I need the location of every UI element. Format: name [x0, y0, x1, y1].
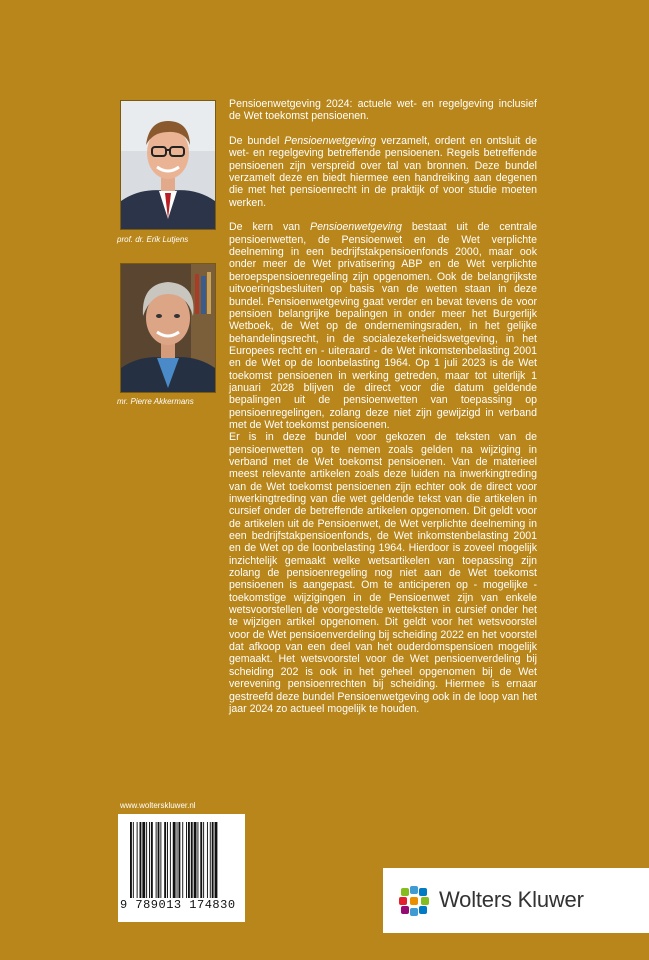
- book-title-italic: Pensioenwetgeving: [284, 135, 377, 148]
- author-caption-lutjens: prof. dr. Erik Lutjens: [117, 235, 189, 244]
- publisher-url[interactable]: www.wolterskluwer.nl: [120, 801, 196, 810]
- publisher-name: Wolters Kluwer: [439, 887, 584, 912]
- content-paragraph: De kern van Pensioenwetgeving bestaat uit de centrale pensioenwetten, de Pensioenwet en de Wet verplichte deelneming in een bedrijfstakpensioenfonds 2000, maar ook onder meer de Wet privatisering ABP en de Wet verplichte beroepspensioenregeling zijn opgenomen. Ook de belangrijkste uitvoeringsbesluiten op basis van de wetten staan in deze bundel. Pensioenwetgeving gaat verder en bevat tevens de voor pensioen belangrijke bepalingen in onder meer het Burgerlijk Wetboek, de Wet op de ondernemingsraden, in het gelijke behandelingsrecht, in de socialezekerheidswetgeving, in het Europees recht en - uiteraard - de Wet inkomstenbelasting 2001 en de Wet op de loonbelasting 1964. Op 1 juli 2023 is de Wet toekomst pensioenen in werking getreden, maar tot uiterlijk 1 januari 2028 blijven de direct voor die datum geldende bepalingen uit de pensioenwetten van toepassing op pensioenregelingen, zolang deze niet zijn gewijzigd in verband met de Wet toekomst pensioenen.: [229, 221, 538, 431]
- barcode: [118, 814, 245, 922]
- back-cover-text: [229, 98, 537, 715]
- barcode-bars: [130, 822, 233, 898]
- isbn-number: 9 789013 174830: [120, 898, 236, 912]
- author-photo-akkermans: [120, 263, 216, 393]
- author-caption-akkermans: mr. Pierre Akkermans: [117, 397, 194, 406]
- description-paragraph: De bundel Pensioenwetgeving verzamelt, ordent en ontsluit de wet- en regelgeving betreffende pensioenen. Regels betreffende pensioenen zijn verspreid over tal van bronnen. Deze bundel verzamelt deze en biedt hiermee een handreiking aan degenen die met het pensioenrecht in de praktijk of voor studie moeten werken.: [229, 135, 537, 209]
- wolters-kluwer-logo-icon: [397, 884, 431, 918]
- author-photo-lutjens: [120, 100, 216, 230]
- book-title-italic: Pensioenwetgeving: [310, 221, 402, 234]
- publisher-logo: [383, 868, 649, 933]
- editorial-paragraph: Er is in deze bundel voor gekozen de teksten van de pensioenwetten op te nemen zoals gelden na wijziging in verband met de Wet toekomst pensioenen. Van de materieel meest relevante artikelen zoals deze luiden na inwerkingtreding van de Wet toekomst pensioenen zijn echter ook de direct voor inwerkingtreding van die wet geldende tekst van die artikelen in cursief onder de betreffende artikelen opgenomen. Dit geldt voor de artikelen uit de Pensioenwet, de Wet verplichte deelneming in een bedrijfstakpensioenfonds, de Wet inkomstenbelasting 2001 en de Wet op de loonbelasting 1964. Hierdoor is zoveel mogelijk inzichtelijk gemaakt welke wetsartikelen van toepassing zijn zolang de pensioenregeling nog niet aan de Wet toekomst pensioenen is aangepast. Om te anticiperen op - mogelijke - toekomstige wijzigingen in de Pensioenwet zijn van enkele wetsvoorstellen de voorgestelde wetteksten in cursief onder het te wijzigen artikel opgenomen. Dit geldt voor het wetsvoorstel voor de Wet pensioenverdeling bij scheiding 2022 en het voorstel dat afkoop van een deel van het ouderdomspensioen mogelijk gemaakt. Het wetsvoorstel voor de Wet pensioenverdeling bij scheiding 202 is ook in het geheel opgenomen bij de Wet verevening pensioenrechten bij scheiding. Hiermee is ernaar gestreefd deze bundel Pensioenwetgeving ook in de loop van het jaar 2024 zo actueel mogelijk te houden.: [229, 431, 537, 715]
- intro-paragraph: Pensioenwetgeving 2024: actuele wet- en regelgeving inclusief de Wet toekomst pensioenen.: [229, 98, 537, 123]
